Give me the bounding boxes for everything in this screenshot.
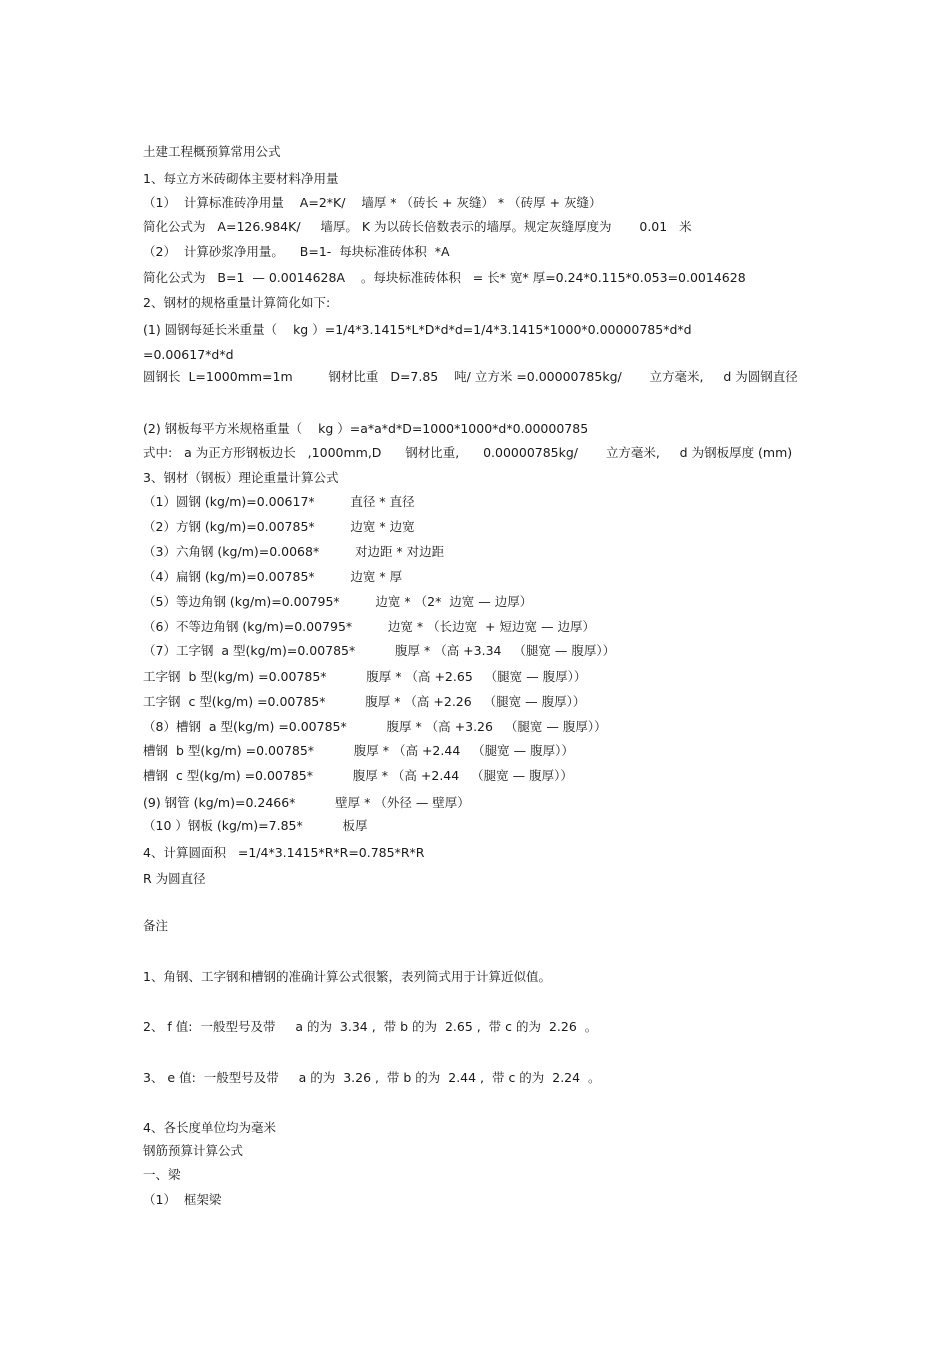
note-item: 3、 e 值: 一般型号及带 a 的为 3.26 , 带 b 的为 2.44 , 带 c 的为 2.24 。 — [143, 1070, 601, 1085]
formula-line: （7）工字钢 a 型(kg/m)=0.00785* 腹厚 * （高 +3.34 （腿宽 — 腹厚）） — [143, 643, 616, 658]
formula-line: （5）等边角钢 (kg/m)=0.00795* 边宽 * （2* 边宽 — 边厚） — [143, 594, 533, 609]
text-line: 简化公式为 A=126.984K/ 墙厚。 K 为以砖长倍数表示的墙厚。规定灰缝厚度为 0.01 米 — [143, 219, 692, 234]
text-line: 圆钢长 L=1000mm=1m 钢材比重 D=7.85 吨/ 立方米 =0.00000785kg/ 立方毫米, d 为圆钢直径 — [143, 369, 798, 384]
subsection-heading: 一、梁 — [143, 1167, 181, 1182]
text-line: 简化公式为 B=1 — 0.0014628A 。每块标准砖体积 = 长* 宽* 厚=0.24*0.115*0.053=0.0014628 — [143, 270, 746, 285]
section-heading-2: 2、钢材的规格重量计算简化如下: — [143, 295, 331, 310]
text-line: (1) 圆钢每延长米重量（ kg ）=1/4*3.1415*L*D*d*d=1/4*3.1415*1000*0.00000785*d*d — [143, 322, 692, 337]
text-line: （1） 计算标准砖净用量 A=2*K/ 墙厚 * （砖长 + 灰缝） * （砖厚 + 灰缝） — [143, 195, 602, 210]
text-line: =0.00617*d*d — [143, 347, 234, 362]
formula-line: 槽钢 c 型(kg/m) =0.00785* 腹厚 * （高 +2.44 （腿宽 — 腹厚）） — [143, 768, 573, 783]
text-line: （2） 计算砂浆净用量。 B=1- 每块标准砖体积 *A — [143, 244, 450, 259]
section-heading-1: 1、每立方米砖砌体主要材料净用量 — [143, 171, 339, 186]
formula-line: 工字钢 c 型(kg/m) =0.00785* 腹厚 * （高 +2.26 （腿宽 — 腹厚）） — [143, 694, 586, 709]
formula-line: （2）方钢 (kg/m)=0.00785* 边宽 * 边宽 — [143, 519, 415, 534]
formula-line: （4）扁钢 (kg/m)=0.00785* 边宽 * 厚 — [143, 569, 403, 584]
formula-line: （1）圆钢 (kg/m)=0.00617* 直径 * 直径 — [143, 494, 415, 509]
note-item: 1、角钢、工字钢和槽钢的准确计算公式很繁，表列简式用于计算近似值。 — [143, 969, 551, 984]
formula-line: (9) 钢管 (kg/m)=0.2466* 壁厚 * （外径 — 壁厚） — [143, 795, 470, 810]
document-title: 土建工程概预算常用公式 — [143, 144, 281, 159]
formula-line: （8）槽钢 a 型(kg/m) =0.00785* 腹厚 * （高 +3.26 （腿宽 — 腹厚）） — [143, 719, 607, 734]
section-heading-4: 4、计算圆面积 =1/4*3.1415*R*R=0.785*R*R — [143, 845, 425, 860]
text-line: (2) 钢板每平方米规格重量（ kg ）=a*a*d*D=1000*1000*d*0.00000785 — [143, 421, 589, 436]
subsection-item: （1） 框架梁 — [143, 1192, 222, 1207]
section-heading-3: 3、钢材（钢板）理论重量计算公式 — [143, 470, 339, 485]
note-item: 2、 f 值: 一般型号及带 a 的为 3.34 , 带 b 的为 2.65 , 带 c 的为 2.26 。 — [143, 1019, 598, 1034]
formula-line: 工字钢 b 型(kg/m) =0.00785* 腹厚 * （高 +2.65 （腿宽 — 腹厚）） — [143, 669, 587, 684]
formula-line: 槽钢 b 型(kg/m) =0.00785* 腹厚 * （高 +2.44 （腿宽 — 腹厚）） — [143, 743, 574, 758]
formula-line: （6）不等边角钢 (kg/m)=0.00795* 边宽 * （长边宽 + 短边宽 — 边厚） — [143, 619, 595, 634]
text-line: 式中: a 为正方形钢板边长 ,1000mm,D 钢材比重, 0.00000785kg/ 立方毫米, d 为钢板厚度 (mm) — [143, 445, 793, 460]
notes-heading: 备注 — [143, 918, 169, 933]
note-item: 4、各长度单位均为毫米 — [143, 1120, 276, 1135]
text-line: R 为圆直径 — [143, 871, 206, 886]
formula-line: （3）六角钢 (kg/m)=0.0068* 对边距 * 对边距 — [143, 544, 445, 559]
section-title: 钢筋预算计算公式 — [143, 1143, 244, 1158]
formula-line: （10 ）钢板 (kg/m)=7.85* 板厚 — [143, 818, 368, 833]
